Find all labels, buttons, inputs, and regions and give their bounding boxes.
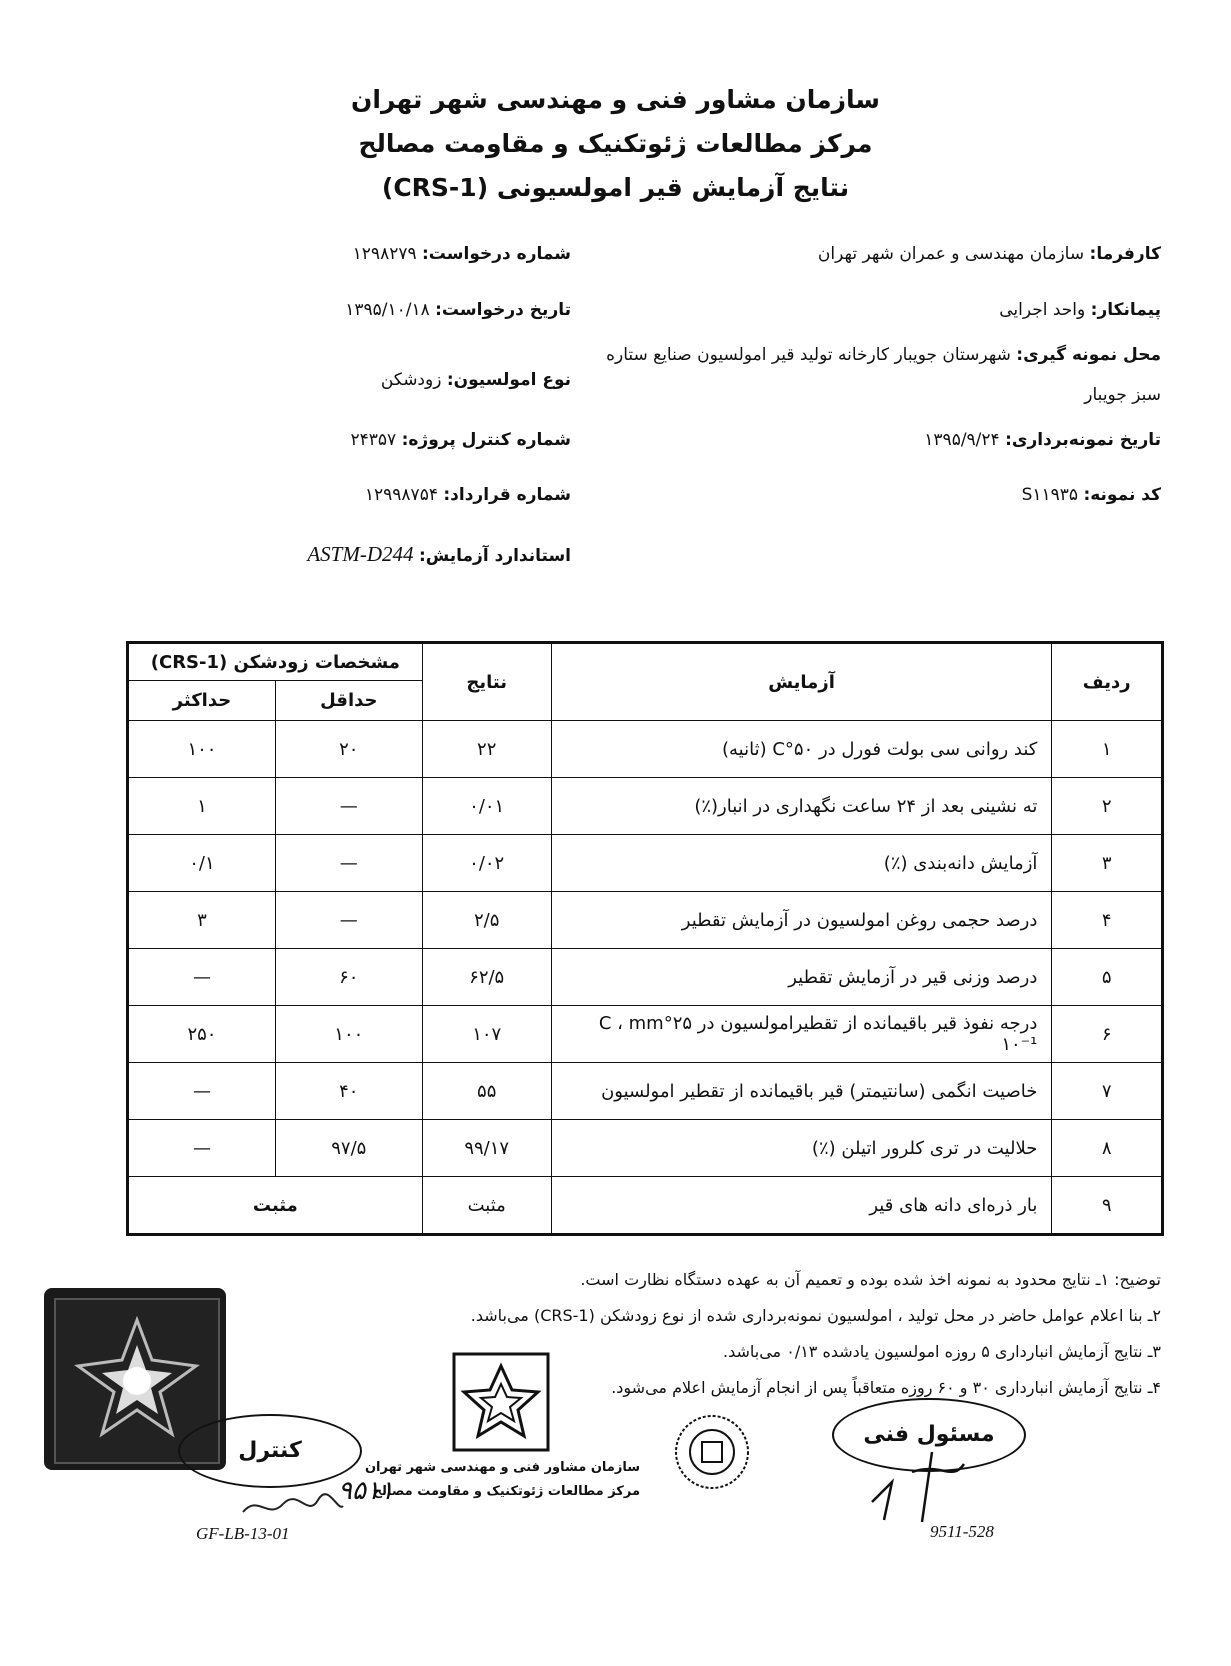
sample-code-value: S۱۱۹۳۵ bbox=[1021, 485, 1079, 505]
row-number: ۷ bbox=[1052, 1063, 1163, 1120]
table-row bbox=[128, 835, 1163, 892]
request-date-value: ۱۳۹۵/۱۰/۱۸ bbox=[345, 300, 430, 320]
row-number: ۴ bbox=[1052, 892, 1163, 949]
max-value: — bbox=[128, 1120, 276, 1177]
result-value: ۵۵ bbox=[422, 1063, 551, 1120]
result-value: ۲/۵ bbox=[422, 892, 551, 949]
emulsion-type-field bbox=[381, 370, 571, 390]
spec-header: مشخصات زودشکن (CRS-1) bbox=[128, 643, 423, 681]
sampling-place-value-2: سبز جویبار bbox=[1084, 385, 1161, 405]
min-header: حداقل bbox=[275, 681, 422, 721]
sampling-place-label: محل نمونه گیری: bbox=[1016, 345, 1161, 365]
test-header: آزمایش bbox=[551, 643, 1052, 721]
round-stamp-icon bbox=[672, 1412, 752, 1492]
min-value: ۴۰ bbox=[275, 1063, 422, 1120]
max-value: ۲۵۰ bbox=[128, 1006, 276, 1063]
max-value: ۳ bbox=[128, 892, 276, 949]
row-number: ۲ bbox=[1052, 778, 1163, 835]
form-code: GF-LB-13-01 bbox=[196, 1524, 290, 1543]
stamp-org-name: سازمان مشاور فنی و مهندسی شهر تهران bbox=[364, 1460, 640, 1475]
test-name: آزمایش دانه‌بندی (٪) bbox=[551, 835, 1052, 892]
test-name: درصد حجمی روغن امولسیون در آزمایش تقطیر bbox=[551, 892, 1052, 949]
request-no-value: ۱۲۹۸۲۷۹ bbox=[352, 244, 417, 264]
report-header bbox=[0, 78, 1231, 210]
sampling-place-continuation bbox=[1084, 385, 1161, 405]
organization-logo-icon bbox=[452, 1352, 550, 1452]
standard-field bbox=[307, 542, 571, 567]
test-name: درجه نفوذ قیر باقیمانده از تقطیرامولسیون در ۲۵°C ، mm ۱۰⁻¹ bbox=[551, 1006, 1052, 1063]
technical-manager-signature-scribble bbox=[852, 1442, 972, 1532]
center-title: مرکز مطالعات ژئوتکنیک و مقاومت مصالح bbox=[358, 129, 873, 158]
document-number: 9511-528 bbox=[930, 1522, 994, 1541]
table-row bbox=[128, 1120, 1163, 1177]
min-value: — bbox=[275, 778, 422, 835]
min-value: — bbox=[275, 892, 422, 949]
employer-field bbox=[818, 244, 1161, 264]
row-number: ۸ bbox=[1052, 1120, 1163, 1177]
test-name: حلالیت در تری کلرور اتیلن (٪) bbox=[551, 1120, 1052, 1177]
row-number: ۵ bbox=[1052, 949, 1163, 1006]
sample-code-field bbox=[1022, 485, 1161, 505]
row-number: ۱ bbox=[1052, 721, 1163, 778]
max-value: ۱ bbox=[128, 778, 276, 835]
sampling-date-label: تاریخ نمونه‌برداری: bbox=[1005, 430, 1161, 450]
table-row bbox=[128, 778, 1163, 835]
min-value: ۹۷/۵ bbox=[275, 1120, 422, 1177]
table-row bbox=[128, 949, 1163, 1006]
test-name: درصد وزنی قیر در آزمایش تقطیر bbox=[551, 949, 1052, 1006]
table-row bbox=[128, 721, 1163, 778]
control-label: کنترل bbox=[238, 1438, 302, 1463]
sampling-date-value: ۱۳۹۵/۹/۲۴ bbox=[924, 430, 1000, 450]
project-control-value: ۲۴۳۵۷ bbox=[350, 430, 397, 450]
contractor-value: واحد اجرایی bbox=[999, 300, 1086, 320]
employer-value: سازمان مهندسی و عمران شهر تهران bbox=[817, 244, 1085, 264]
result-value: ۰/۰۱ bbox=[422, 778, 551, 835]
spec-value: مثبت bbox=[128, 1177, 423, 1235]
sampling-place-field bbox=[606, 345, 1161, 365]
result-value: ۹۹/۱۷ bbox=[422, 1120, 551, 1177]
project-control-field bbox=[351, 430, 571, 450]
control-signature-scribble bbox=[238, 1492, 348, 1522]
standard-value: ASTM-D244 bbox=[307, 542, 414, 566]
min-value: — bbox=[275, 835, 422, 892]
note-item: ۴ـ نتایج آزمایش انبارداری ۳۰ و ۶۰ روزه متعاقباً پس از انجام آزمایش اعلام می‌شود. bbox=[611, 1378, 1161, 1397]
table-row bbox=[128, 1006, 1163, 1063]
result-value: ۰/۰۲ bbox=[422, 835, 551, 892]
sample-code-label: کد نمونه: bbox=[1083, 485, 1161, 505]
table-row bbox=[128, 1177, 1163, 1235]
contract-no-label: شماره قرارداد: bbox=[443, 485, 571, 505]
test-name: خاصیت انگمی (سانتیمتر) قیر باقیمانده از تقطیر امولسیون bbox=[551, 1063, 1052, 1120]
min-value: ۶۰ bbox=[275, 949, 422, 1006]
contract-no-field bbox=[365, 485, 571, 505]
emulsion-type-value: زودشکن bbox=[380, 370, 442, 390]
max-value: ۱۰۰ bbox=[128, 721, 276, 778]
result-value: ۶۲/۵ bbox=[422, 949, 551, 1006]
test-name: ته نشینی بعد از ۲۴ ساعت نگهداری در انبار(٪) bbox=[551, 778, 1052, 835]
request-date-field bbox=[345, 300, 571, 320]
control-signature-box bbox=[178, 1414, 362, 1488]
request-date-label: تاریخ درخواست: bbox=[435, 300, 571, 320]
contract-no-value: ۱۲۹۹۸۷۵۴ bbox=[364, 485, 438, 505]
sampling-date-field bbox=[924, 430, 1161, 450]
row-number: ۳ bbox=[1052, 835, 1163, 892]
row-number: ۶ bbox=[1052, 1006, 1163, 1063]
test-name: بار ذره‌ای دانه های قیر bbox=[551, 1177, 1052, 1235]
max-value: — bbox=[128, 949, 276, 1006]
standard-label: استاندارد آزمایش: bbox=[418, 546, 571, 566]
row-number-header: ردیف bbox=[1052, 643, 1163, 721]
notes-section bbox=[471, 1262, 1161, 1406]
report-title: نتایج آزمایش قیر امولسیونی (CRS-1) bbox=[381, 173, 850, 202]
table-row bbox=[128, 892, 1163, 949]
result-value: ۲۲ bbox=[422, 721, 551, 778]
emulsion-type-label: نوع امولسیون: bbox=[446, 370, 571, 390]
note-item: ۲ـ بنا اعلام عوامل حاضر در محل تولید ، امولسیون نمونه‌برداری شده از نوع زودشکن (CRS-1) می‌باشد. bbox=[470, 1306, 1161, 1325]
max-value: — bbox=[128, 1063, 276, 1120]
handwritten-number: ۹۵۱۱ bbox=[338, 1476, 394, 1506]
note-item: ۳ـ نتایج آزمایش انبارداری ۵ روزه امولسیون یادشده ۰/۱۳ می‌باشد. bbox=[723, 1342, 1161, 1361]
table-row bbox=[128, 1063, 1163, 1120]
result-value: ۱۰۷ bbox=[422, 1006, 551, 1063]
min-value: ۲۰ bbox=[275, 721, 422, 778]
org-title: سازمان مشاور فنی و مهندسی شهر تهران bbox=[351, 85, 880, 114]
stamp-center-name: مرکز مطالعات ژئوتکنیک و مقاومت مصالح bbox=[372, 1484, 640, 1499]
max-header: حداکثر bbox=[128, 681, 276, 721]
request-no-label: شماره درخواست: bbox=[422, 244, 571, 264]
result-header: نتایج bbox=[422, 643, 551, 721]
sampling-place-value: شهرستان جویبار کارخانه تولید قیر امولسیون صنایع ستاره bbox=[606, 345, 1011, 365]
project-control-label: شماره کنترل پروژه: bbox=[401, 430, 571, 450]
contractor-field bbox=[999, 300, 1161, 320]
contractor-label: پیمانکار: bbox=[1090, 300, 1161, 320]
min-value: ۱۰۰ bbox=[275, 1006, 422, 1063]
employer-label: کارفرما: bbox=[1089, 244, 1161, 264]
note-item: توضیح: ۱ـ نتایج محدود به نمونه اخذ شده بوده و تعمیم آن به عهده دستگاه نظارت است. bbox=[580, 1270, 1161, 1289]
test-name: کند روانی سی بولت فورل در ۵۰°C (ثانیه) bbox=[551, 721, 1052, 778]
max-value: ۰/۱ bbox=[128, 835, 276, 892]
row-number: ۹ bbox=[1052, 1177, 1163, 1235]
request-no-field bbox=[353, 244, 571, 264]
result-value: مثبت bbox=[422, 1177, 551, 1235]
results-table bbox=[126, 641, 1164, 1236]
technical-manager-label: مسئول فنی bbox=[863, 1422, 995, 1447]
